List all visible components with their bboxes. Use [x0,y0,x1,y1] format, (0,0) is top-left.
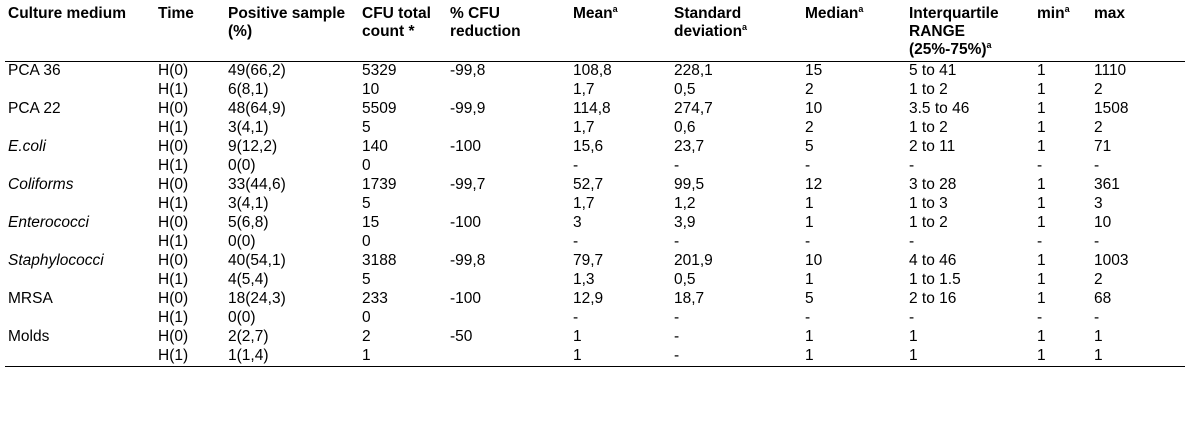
cell-median: - [805,233,811,250]
cell-cfu-reduction: -99,8 [450,62,486,79]
table-body [5,62,1185,367]
cell-time: H(1) [158,157,189,174]
header-label: Standard deviation [674,5,743,40]
cell-min: 1 [1037,328,1046,345]
cell-median: - [805,309,811,326]
cell-standard-deviation: 274,7 [674,100,713,117]
cell-standard-deviation: 99,5 [674,176,705,193]
cell-mean: 12,9 [573,290,604,307]
cell-median: 5 [805,290,814,307]
cell-time: H(1) [158,271,189,288]
cell-cfu-reduction [447,195,570,214]
cell-median: 12 [805,176,823,193]
cell-max: 361 [1094,176,1120,193]
cell-culture-medium [5,309,155,328]
cell-positive-sample: 6(8,1) [228,81,269,98]
cell-time: H(1) [158,81,189,98]
table-row [5,328,1185,347]
cell-interquartile-range: 1 [909,328,918,345]
cell-max: 2 [1094,271,1103,288]
cell-culture-medium: Enterococci [8,214,89,231]
cell-mean: - [573,309,579,326]
cell-mean: 1,3 [573,271,595,288]
cell-culture-medium [5,157,155,176]
cell-median: 10 [805,100,823,117]
cell-culture-medium: PCA 22 [8,100,61,117]
cell-max: 3 [1094,195,1103,212]
cell-min: 1 [1037,176,1046,193]
cell-standard-deviation: 1,2 [674,195,696,212]
header-label: Positive sample (%) [228,5,346,40]
cell-time: H(0) [158,328,189,345]
cell-culture-medium: Staphylococci [8,252,104,269]
cell-positive-sample: 4(5,4) [228,271,269,288]
cell-max: 10 [1094,214,1112,231]
cell-max: 1 [1094,328,1103,345]
header-cfu-total-count [359,3,447,62]
header-row [5,3,1185,62]
cell-interquartile-range: 1 to 2 [909,214,948,231]
cell-interquartile-range: 1 to 2 [909,119,948,136]
cell-time: H(0) [158,138,189,155]
cell-standard-deviation: 0,5 [674,271,696,288]
cell-cfu-total-count: 0 [362,309,371,326]
cell-positive-sample: 40(54,1) [228,252,286,269]
cell-culture-medium [5,347,155,367]
header-label: Interquartile RANGE (25%-75%) [909,5,999,58]
cell-positive-sample: 9(12,2) [228,138,278,155]
cell-max: 2 [1094,81,1103,98]
cell-mean: 79,7 [573,252,604,269]
cell-mean: 114,8 [573,100,611,117]
table-row [5,81,1185,100]
cell-median: 1 [805,328,814,345]
cell-standard-deviation: 23,7 [674,138,705,155]
results-table [5,3,1185,367]
cell-interquartile-range: 4 to 46 [909,252,957,269]
table-row [5,233,1185,252]
cell-min: 1 [1037,119,1046,136]
cell-cfu-reduction: -50 [450,328,473,345]
cell-mean: - [573,233,579,250]
cell-positive-sample: 0(0) [228,157,256,174]
cell-cfu-total-count: 140 [362,138,388,155]
header-time [155,3,225,62]
footnote-marker: a [858,3,864,14]
cell-mean: 1 [570,347,671,367]
cell-cfu-reduction [447,233,570,252]
table-row [5,100,1185,119]
cell-interquartile-range: - [909,157,915,174]
cell-cfu-reduction [447,119,570,138]
table-row [5,176,1185,195]
header-median [802,3,906,62]
footnote-marker: a [1064,3,1070,14]
cell-time: H(0) [158,176,189,193]
cell-median: 1 [805,214,814,231]
cell-cfu-total-count: 5 [362,195,371,212]
cell-max: - [1094,233,1100,250]
cell-standard-deviation: 3,9 [674,214,696,231]
cell-culture-medium [5,233,155,252]
cell-time: H(1) [158,309,189,326]
cell-positive-sample: 3(4,1) [228,195,269,212]
cell-min: 1 [1037,138,1046,155]
cell-standard-deviation: 0,5 [674,81,696,98]
cell-standard-deviation: - [674,157,680,174]
cell-time: H(0) [158,100,189,117]
header-label: min [1037,5,1065,22]
cell-interquartile-range: 1 [906,347,1034,367]
cell-cfu-total-count: 5 [362,119,371,136]
cell-mean: 1,7 [573,81,595,98]
cell-interquartile-range: - [909,309,915,326]
cell-mean: 1,7 [573,119,595,136]
cell-time: H(0) [158,214,189,231]
cell-median: - [805,157,811,174]
cell-cfu-reduction [447,157,570,176]
cell-interquartile-range: - [909,233,915,250]
header-max [1091,3,1185,62]
cell-cfu-total-count: 0 [362,157,371,174]
cell-cfu-total-count: 5 [362,271,371,288]
cell-max: 1 [1091,347,1185,367]
cell-median: 5 [805,138,814,155]
cell-positive-sample: 33(44,6) [228,176,286,193]
header-standard-deviation [671,3,802,62]
cell-positive-sample: 5(6,8) [228,214,269,231]
cell-mean: 3 [573,214,582,231]
cell-culture-medium [5,271,155,290]
cell-culture-medium [5,119,155,138]
cell-mean: 1 [573,328,582,345]
table-row [5,347,1185,367]
cell-culture-medium [5,81,155,100]
header-positive-sample [225,3,359,62]
cell-time: H(1) [158,119,189,136]
cell-interquartile-range: 3.5 to 46 [909,100,970,117]
cell-time: H(1) [155,347,225,367]
cell-culture-medium: E.coli [8,138,46,155]
cell-cfu-total-count: 0 [362,233,371,250]
table-row [5,62,1185,82]
cell-time: H(0) [158,290,189,307]
cell-mean: 1,7 [573,195,595,212]
cell-cfu-reduction [447,347,570,367]
cell-min: 1 [1037,100,1046,117]
header-label: max [1094,5,1126,22]
cell-cfu-total-count: 5329 [362,62,397,79]
cell-median: 1 [805,271,814,288]
cell-interquartile-range: 5 to 41 [909,62,957,79]
header-label: Median [805,5,859,22]
cell-cfu-total-count: 5509 [362,100,397,117]
cell-min: - [1037,309,1043,326]
cell-mean: 108,8 [573,62,612,79]
cell-min: 1 [1037,195,1046,212]
cell-interquartile-range: 2 to 11 [909,138,956,155]
cell-max: 2 [1094,119,1103,136]
table-row [5,252,1185,271]
cell-interquartile-range: 1 to 2 [909,81,948,98]
cell-positive-sample: 18(24,3) [228,290,286,307]
cell-cfu-total-count: 15 [362,214,380,231]
cell-culture-medium [5,195,155,214]
header-cfu-reduction [447,3,570,62]
cell-min: 1 [1037,252,1046,269]
table-row [5,138,1185,157]
cell-standard-deviation: 228,1 [674,62,713,79]
cell-culture-medium: MRSA [8,290,53,307]
cell-positive-sample: 0(0) [228,233,256,250]
table-row [5,214,1185,233]
cell-cfu-total-count: 233 [362,290,388,307]
cell-min: - [1037,157,1043,174]
cell-cfu-reduction: -100 [450,290,482,307]
cell-cfu-total-count: 3188 [362,252,397,269]
table-row [5,195,1185,214]
cell-max: 1508 [1094,100,1129,117]
cell-min: 1 [1037,81,1046,98]
table-row [5,271,1185,290]
cell-positive-sample: 49(66,2) [228,62,286,79]
footnote-marker: a [742,21,748,32]
cell-standard-deviation: - [674,233,680,250]
header-label: Mean [573,5,613,22]
cell-max: - [1094,309,1100,326]
cell-positive-sample: 3(4,1) [228,119,269,136]
cell-culture-medium: Coliforms [8,176,74,193]
cell-standard-deviation: 0,6 [674,119,696,136]
cell-max: 1003 [1094,252,1129,269]
cell-cfu-reduction [447,271,570,290]
cell-median: 15 [805,62,823,79]
cell-mean: 52,7 [573,176,604,193]
cell-median: 10 [805,252,823,269]
cell-time: H(1) [158,233,189,250]
cell-interquartile-range: 1 to 1.5 [909,271,961,288]
cell-max: 1110 [1094,62,1127,79]
cell-max: 68 [1094,290,1112,307]
cell-median: 2 [805,81,814,98]
cell-max: - [1094,157,1100,174]
cell-standard-deviation: - [674,309,680,326]
cell-positive-sample: 1(1,4) [225,347,359,367]
cell-positive-sample: 2(2,7) [228,328,269,345]
cell-positive-sample: 48(64,9) [228,100,286,117]
cell-max: 71 [1094,138,1112,155]
cell-interquartile-range: 3 to 28 [909,176,957,193]
cell-standard-deviation: - [671,347,802,367]
cell-cfu-reduction: -99,8 [450,252,486,269]
cell-cfu-total-count: 1 [359,347,447,367]
cell-min: 1 [1034,347,1091,367]
cell-standard-deviation: 201,9 [674,252,713,269]
cell-min: 1 [1037,214,1046,231]
table-row [5,309,1185,328]
cell-cfu-total-count: 1739 [362,176,397,193]
footnote-marker: a [986,39,992,50]
table-row [5,157,1185,176]
cell-mean: - [573,157,579,174]
header-label: Culture medium [8,5,126,22]
cell-min: 1 [1037,290,1046,307]
header-min [1034,3,1091,62]
table-row [5,290,1185,309]
cell-min: - [1037,233,1043,250]
cell-cfu-total-count: 2 [362,328,371,345]
cell-interquartile-range: 1 to 3 [909,195,948,212]
cell-cfu-reduction [447,81,570,100]
cell-cfu-reduction: -100 [450,138,482,155]
cell-mean: 15,6 [573,138,604,155]
header-label: % CFU reduction [450,5,521,40]
footnote-marker: a [612,3,618,14]
header-label: CFU total count * [362,5,431,40]
cell-time: H(0) [158,62,189,79]
cell-min: 1 [1037,271,1046,288]
cell-interquartile-range: 2 to 16 [909,290,957,307]
cell-median: 1 [802,347,906,367]
cell-cfu-reduction: -99,9 [450,100,486,117]
cell-cfu-total-count: 10 [362,81,380,98]
cell-culture-medium: Molds [8,328,50,345]
cell-culture-medium: PCA 36 [8,62,61,79]
cell-median: 1 [805,195,814,212]
cell-time: H(1) [158,195,189,212]
header-culture-medium [5,3,155,62]
cell-positive-sample: 0(0) [228,309,256,326]
cell-min: 1 [1037,62,1046,79]
header-label: Time [158,5,194,22]
cell-time: H(0) [158,252,189,269]
table-row [5,119,1185,138]
cell-cfu-reduction: -99,7 [450,176,486,193]
cell-median: 2 [805,119,814,136]
cell-cfu-reduction [447,309,570,328]
cell-standard-deviation: - [674,328,680,345]
cell-standard-deviation: 18,7 [674,290,705,307]
header-mean [570,3,671,62]
cell-cfu-reduction: -100 [450,214,482,231]
header-interquartile-range [906,3,1034,62]
